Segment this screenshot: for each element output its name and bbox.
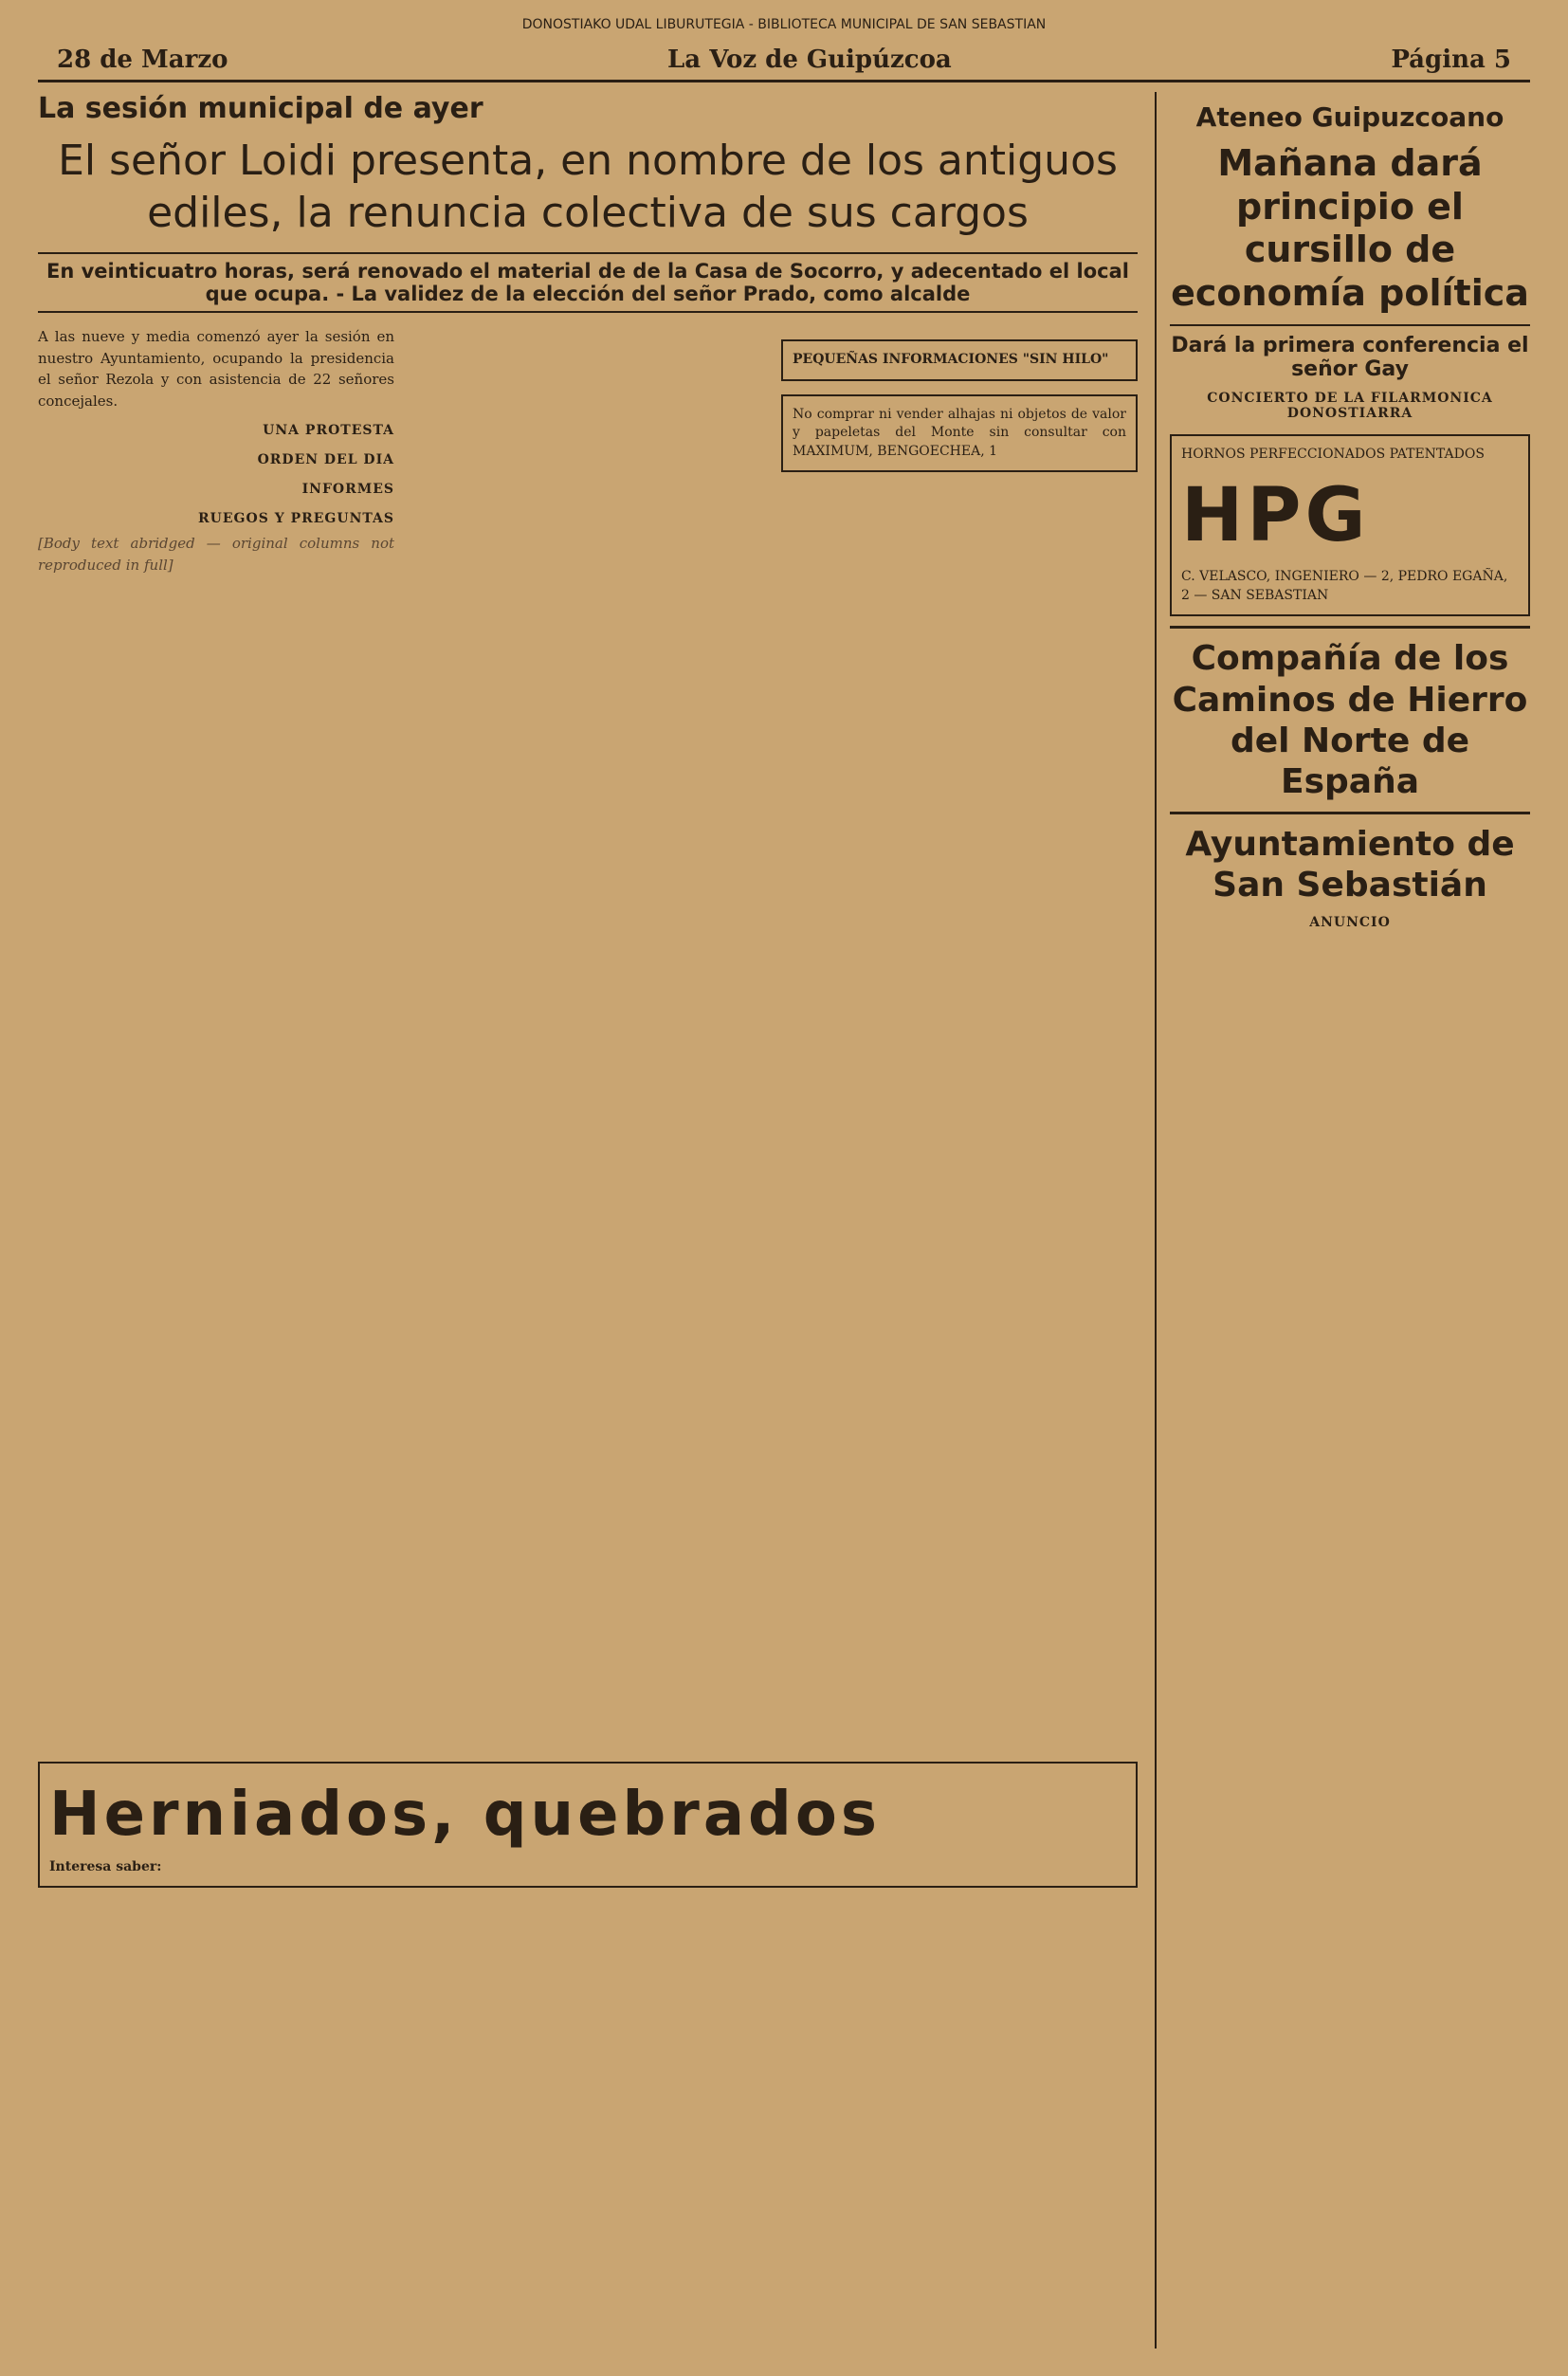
ayuntamiento-title: Ayuntamiento de San Sebastián bbox=[1170, 812, 1530, 905]
subhead: INFORMES bbox=[301, 482, 394, 497]
pink-pills-ad bbox=[781, 339, 1138, 381]
pink-ad-title: PEQUEÑAS INFORMACIONES "SIN HILO" bbox=[793, 352, 1109, 367]
subhead: ORDEN DEL DIA bbox=[257, 452, 394, 467]
concierto-heading: CONCIERTO DE LA FILARMONICA DONOSTIARRA bbox=[1207, 391, 1493, 422]
masthead bbox=[38, 46, 1530, 82]
story-deck: En veinticuatro horas, será renovado el material de de la Casa de Socorro, y adecentado el local que ocupa. - La validez de la elección del señor Prado, como alcalde bbox=[38, 252, 1138, 313]
archive-banner: DONOSTIAKO UDAL LIBURUTEGIA - BIBLIOTECA MUNICIPAL DE SAN SEBASTIAN bbox=[521, 17, 1047, 32]
ateneo-title: Ateneo Guipuzcoano bbox=[1195, 101, 1504, 133]
issue-date: 28 de Marzo bbox=[57, 46, 228, 74]
hernia-ad bbox=[38, 1762, 1138, 1888]
abridged-note: [Body text abridged — original columns not reproduced in full] bbox=[38, 535, 394, 574]
subhead: RUEGOS Y PREGUNTAS bbox=[198, 511, 394, 526]
hpg-brand: HPG bbox=[1181, 472, 1370, 558]
main-column bbox=[38, 92, 1138, 2349]
subhead: UNA PROTESTA bbox=[263, 423, 394, 438]
story-excerpt: A las nueve y media comenzó ayer la sesión en nuestro Ayuntamiento, ocupando la presidencia el señor Rezola y con asistencia de 22 señores concejales. bbox=[38, 328, 394, 410]
paper-name: La Voz de Guipúzcoa bbox=[667, 46, 952, 74]
anuncio-label: ANUNCIO bbox=[1309, 915, 1391, 931]
text-column-1 bbox=[38, 326, 394, 1748]
hpg-title: HORNOS PERFECCIONADOS PATENTADOS bbox=[1181, 447, 1485, 463]
compania-title: Compañía de los Caminos de Hierro del Norte de España bbox=[1170, 626, 1530, 802]
hernia-title: Herniados, quebrados bbox=[49, 1780, 881, 1850]
hernia-lead: Interesa saber: bbox=[49, 1858, 162, 1874]
ateneo-subhead: Dará la primera conferencia el señor Gay bbox=[1170, 324, 1530, 381]
hpg-ad bbox=[1170, 434, 1530, 616]
story-headline: El señor Loidi presenta, en nombre de los antiguos ediles, la renuncia colectiva de sus cargos bbox=[58, 137, 1118, 237]
maximum-ad: No comprar ni vender alhajas ni objetos de valor y papeletas del Monte sin consultar con MAXIMUM, BENGOECHEA, 1 bbox=[781, 394, 1138, 473]
ateneo-headline: Mañana dará principio el cursillo de economía política bbox=[1171, 142, 1529, 314]
hpg-contact: C. VELASCO, INGENIERO — 2, PEDRO EGAÑA, 2 — SAN SEBASTIAN bbox=[1181, 569, 1508, 603]
side-column bbox=[1155, 92, 1530, 2349]
page-number: Página 5 bbox=[1391, 46, 1511, 74]
text-column-2 bbox=[410, 326, 766, 1748]
story-kicker: La sesión municipal de ayer bbox=[38, 92, 483, 125]
text-column-3 bbox=[781, 326, 1138, 1748]
